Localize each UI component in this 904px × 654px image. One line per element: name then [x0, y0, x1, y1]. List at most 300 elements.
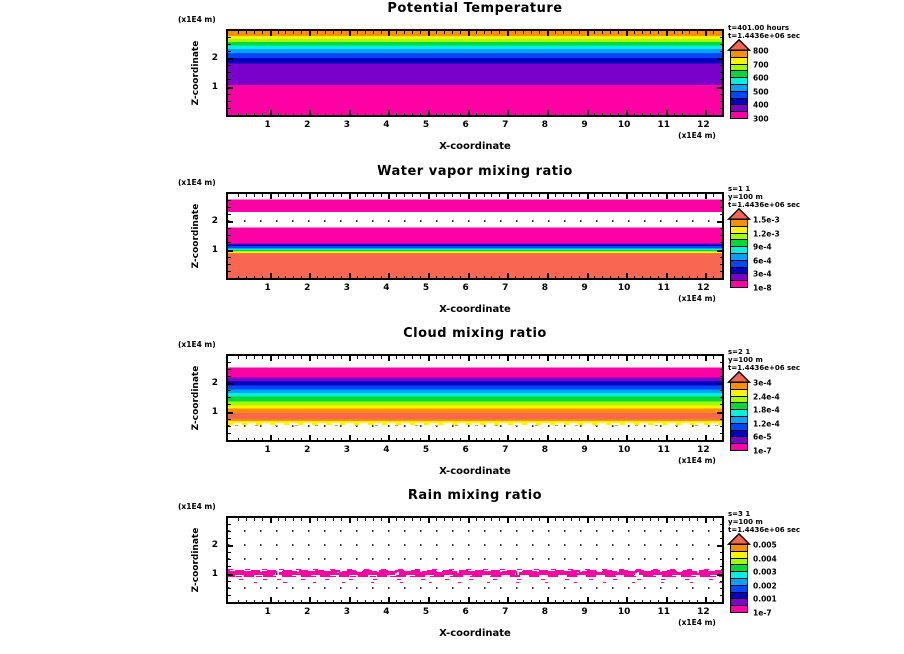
legend-tick-label: 400 [753, 100, 769, 110]
x-tick [388, 597, 390, 602]
x-tick [602, 31, 603, 34]
z-tick [228, 433, 231, 434]
x-tick [610, 600, 611, 603]
x-tick-label: 2 [304, 445, 311, 455]
x-tick [499, 194, 500, 197]
x-tick [539, 518, 540, 521]
x-tick [444, 600, 445, 603]
x-tick [523, 600, 524, 603]
x-tick [349, 110, 351, 115]
x-tick [317, 276, 318, 279]
x-tick [444, 113, 445, 116]
x-tick [238, 438, 239, 441]
x-tick [270, 194, 272, 199]
x-tick [587, 597, 589, 602]
x-tick [420, 438, 421, 441]
x-tick [317, 194, 318, 197]
x-tick [689, 518, 690, 521]
x-tick [412, 518, 413, 521]
x-tick [499, 518, 500, 521]
x-tick [309, 435, 311, 440]
x-tick [270, 597, 272, 602]
z-tick [228, 44, 231, 45]
x-tick [571, 31, 572, 34]
x-tick [618, 356, 619, 359]
x-tick [547, 597, 549, 602]
x-tick [547, 273, 549, 278]
z-tick [228, 369, 231, 370]
x-tick [428, 110, 430, 115]
x-tick [484, 31, 485, 34]
z-tick [720, 538, 723, 539]
z-tick [228, 397, 231, 398]
x-tick [476, 194, 477, 197]
z-tick [720, 65, 723, 66]
z-tick-label: 1 [211, 406, 218, 417]
x-tick [713, 518, 714, 521]
x-tick-label: 12 [697, 283, 710, 293]
z-tick-label: 1 [211, 81, 218, 92]
x-tick [650, 31, 651, 34]
z-tick [720, 257, 723, 258]
x-tick [309, 356, 311, 361]
x-tick [579, 276, 580, 279]
x-tick [301, 276, 302, 279]
x-tick [523, 194, 524, 197]
x-tick-label: 5 [422, 283, 430, 293]
z-tick [720, 228, 723, 229]
x-tick [436, 276, 437, 279]
x-tick [666, 194, 668, 199]
legend-header-line: t=1.4436e+06 sec [728, 526, 801, 534]
x-tick-label: 4 [383, 445, 390, 455]
x-tick [388, 110, 390, 115]
x-tick [293, 438, 294, 441]
x-tick [373, 438, 374, 441]
z-tick [717, 250, 722, 252]
x-tick [325, 356, 326, 359]
x-tick [705, 31, 707, 36]
plot-area-potential-temperature [226, 29, 724, 117]
x-tick [650, 356, 651, 359]
x-tick [642, 438, 643, 441]
legend-tick-label: 1.5e-3 [753, 215, 780, 225]
z-tick [228, 566, 231, 567]
z-tick [720, 108, 723, 109]
x-tick [618, 438, 619, 441]
x-tick-label: 8 [541, 120, 549, 130]
x-tick [428, 31, 430, 36]
x-tick [270, 110, 272, 115]
panel-title: Rain mixing ratio [407, 488, 543, 503]
x-tick [309, 518, 311, 523]
x-tick [285, 113, 286, 116]
x-tick [563, 113, 564, 116]
x-tick [468, 194, 470, 199]
x-tick [642, 194, 643, 197]
x-tick [563, 31, 564, 34]
x-tick [705, 194, 707, 199]
x-tick [642, 518, 643, 521]
x-tick [452, 356, 453, 359]
x-tick [689, 276, 690, 279]
x-tick [404, 600, 405, 603]
x-tick [476, 438, 477, 441]
x-tick [682, 356, 683, 359]
x-tick [365, 194, 366, 197]
x-tick [341, 600, 342, 603]
x-tick-label: 10 [617, 120, 631, 130]
x-tick [713, 113, 714, 116]
x-tick [571, 600, 572, 603]
colorbar-swatch [730, 280, 748, 288]
x-tick [254, 518, 255, 521]
x-tick [484, 518, 485, 521]
x-tick [325, 31, 326, 34]
z-tick [720, 200, 723, 201]
x-tick [452, 31, 453, 34]
z-tick [228, 362, 231, 363]
x-tick [373, 600, 374, 603]
x-tick [428, 273, 430, 278]
legend-tick-label: 300 [753, 114, 769, 124]
x-tick [587, 518, 589, 523]
x-tick [293, 356, 294, 359]
legend-header-line: s=3 1 [728, 510, 751, 518]
x-axis-title: X-coordinate [439, 466, 511, 477]
legend-tick-label: 600 [753, 73, 769, 83]
x-tick [697, 518, 698, 521]
x-tick [594, 113, 595, 116]
x-tick [491, 113, 492, 116]
x-tick [381, 518, 382, 521]
legend-header-line: t=401.00 hours [728, 24, 790, 32]
x-tick [476, 518, 477, 521]
z-tick [228, 235, 231, 236]
x-tick [246, 113, 247, 116]
x-axis-title: X-coordinate [439, 628, 511, 639]
x-tick [484, 113, 485, 116]
x-tick [689, 31, 690, 34]
x-tick [539, 438, 540, 441]
x-tick [705, 110, 707, 115]
x-tick [452, 600, 453, 603]
legend-tick-label: 0.004 [753, 554, 777, 564]
x-tick [246, 518, 247, 521]
z-tick [228, 221, 233, 223]
x-tick [468, 356, 470, 361]
z-axis-unit: (x1E4 m) [178, 340, 216, 349]
x-tick [301, 600, 302, 603]
x-tick [587, 435, 589, 440]
x-tick [642, 356, 643, 359]
x-tick [507, 31, 509, 36]
x-tick [246, 194, 247, 197]
x-tick [262, 194, 263, 197]
legend-header-line: s=1 1 [728, 185, 751, 193]
x-tick [278, 438, 279, 441]
x-tick [246, 31, 247, 34]
z-tick [717, 574, 722, 576]
x-tick [626, 518, 628, 523]
x-tick [523, 113, 524, 116]
x-tick [587, 273, 589, 278]
x-tick [658, 356, 659, 359]
x-tick [499, 31, 500, 34]
z-tick [228, 595, 231, 596]
z-tick [228, 412, 233, 414]
legend-header-line: y=100 m [728, 518, 763, 526]
x-tick [610, 356, 611, 359]
x-tick [650, 438, 651, 441]
x-tick [293, 518, 294, 521]
x-tick [705, 356, 707, 361]
x-tick-label: 2 [304, 120, 311, 130]
x-tick [658, 276, 659, 279]
x-tick-label: 1 [264, 283, 271, 293]
z-tick [720, 566, 723, 567]
z-tick [228, 404, 231, 405]
x-tick [325, 518, 326, 521]
x-tick [642, 113, 643, 116]
x-axis-unit: (x1E4 m) [678, 131, 716, 140]
x-tick [547, 518, 549, 523]
z-tick [720, 264, 723, 265]
z-tick [720, 207, 723, 208]
x-tick [270, 518, 272, 523]
x-tick [452, 518, 453, 521]
legend-tick-label: 1e-7 [753, 608, 772, 618]
x-tick [381, 276, 382, 279]
x-tick [388, 435, 390, 440]
x-tick [396, 276, 397, 279]
legend-tick-label: 3e-4 [753, 378, 772, 388]
x-tick [634, 194, 635, 197]
x-tick [634, 518, 635, 521]
x-tick [642, 31, 643, 34]
z-tick [720, 404, 723, 405]
x-tick [349, 194, 351, 199]
legend-tick-label: 500 [753, 87, 769, 97]
x-tick [262, 600, 263, 603]
x-tick [262, 276, 263, 279]
x-tick [309, 31, 311, 36]
legend-header-line: y=100 m [728, 356, 763, 364]
z-tick-label: 2 [211, 378, 218, 389]
x-tick [285, 31, 286, 34]
x-tick [689, 356, 690, 359]
x-tick-label: 10 [617, 607, 631, 617]
x-tick [262, 31, 263, 34]
x-tick [388, 194, 390, 199]
x-tick [634, 600, 635, 603]
x-tick [357, 438, 358, 441]
x-tick [594, 600, 595, 603]
x-tick [579, 113, 580, 116]
x-tick-label: 3 [343, 445, 350, 455]
legend-tick-label: 0.003 [753, 567, 777, 577]
x-tick [404, 356, 405, 359]
x-tick [571, 113, 572, 116]
x-tick [650, 113, 651, 116]
x-tick [531, 31, 532, 34]
x-tick [262, 518, 263, 521]
x-tick [610, 194, 611, 197]
x-tick [460, 600, 461, 603]
z-axis-unit: (x1E4 m) [178, 178, 216, 187]
x-tick [594, 518, 595, 521]
z-tick-label: 2 [211, 216, 218, 227]
x-tick [697, 31, 698, 34]
x-tick [270, 356, 272, 361]
x-tick [436, 356, 437, 359]
x-tick [412, 356, 413, 359]
x-tick [658, 518, 659, 521]
x-tick [381, 438, 382, 441]
x-tick [555, 113, 556, 116]
z-tick [720, 242, 723, 243]
x-axis-title: X-coordinate [439, 304, 511, 315]
x-tick [238, 276, 239, 279]
x-tick [285, 600, 286, 603]
z-tick [720, 362, 723, 363]
x-tick [460, 518, 461, 521]
x-tick [579, 438, 580, 441]
z-tick [228, 524, 231, 525]
x-tick [484, 356, 485, 359]
x-tick [626, 31, 628, 36]
x-tick [238, 194, 239, 197]
x-tick [515, 356, 516, 359]
z-tick [720, 214, 723, 215]
x-tick [436, 31, 437, 34]
z-tick [228, 574, 233, 576]
x-tick [531, 113, 532, 116]
x-tick [293, 600, 294, 603]
x-tick [682, 438, 683, 441]
x-tick [238, 113, 239, 116]
x-tick [428, 356, 430, 361]
x-tick [515, 113, 516, 116]
x-tick [689, 438, 690, 441]
x-tick [594, 438, 595, 441]
x-tick [682, 600, 683, 603]
axis-ticks [228, 31, 722, 115]
z-tick [228, 101, 231, 102]
plot-area-rain-mixing-ratio [226, 516, 724, 604]
x-tick [357, 31, 358, 34]
x-tick [285, 194, 286, 197]
x-tick [618, 518, 619, 521]
x-tick [246, 276, 247, 279]
z-tick [228, 228, 231, 229]
x-tick [602, 356, 603, 359]
x-tick [705, 273, 707, 278]
z-tick [228, 37, 231, 38]
z-tick [720, 235, 723, 236]
x-tick [602, 113, 603, 116]
x-tick [388, 356, 390, 361]
z-tick [720, 433, 723, 434]
x-tick [507, 356, 509, 361]
colorbar-swatch [730, 111, 748, 119]
x-tick [697, 356, 698, 359]
z-tick [228, 242, 231, 243]
x-tick [333, 194, 334, 197]
x-tick [254, 194, 255, 197]
x-tick [333, 276, 334, 279]
z-tick [228, 79, 231, 80]
x-tick [460, 31, 461, 34]
z-tick [717, 545, 722, 547]
x-tick [396, 113, 397, 116]
x-tick [365, 600, 366, 603]
z-axis-title: Z-coordinate [191, 527, 201, 593]
x-tick [349, 435, 351, 440]
x-tick [341, 356, 342, 359]
x-tick [317, 31, 318, 34]
x-tick-label: 12 [697, 445, 710, 455]
x-tick [325, 438, 326, 441]
z-tick [720, 37, 723, 38]
x-tick [531, 194, 532, 197]
axis-ticks [228, 194, 722, 278]
x-tick [571, 518, 572, 521]
z-tick [720, 390, 723, 391]
x-tick [444, 356, 445, 359]
x-tick [412, 113, 413, 116]
x-tick [523, 276, 524, 279]
x-tick-label: 3 [343, 120, 350, 130]
x-tick [539, 600, 540, 603]
x-tick [531, 518, 532, 521]
x-tick [238, 518, 239, 521]
x-tick [507, 273, 509, 278]
x-tick [349, 273, 351, 278]
z-tick [228, 257, 231, 258]
x-tick [682, 113, 683, 116]
z-tick [228, 207, 231, 208]
x-tick [484, 438, 485, 441]
z-tick [720, 271, 723, 272]
x-tick [420, 113, 421, 116]
x-tick-label: 4 [383, 283, 390, 293]
x-tick [428, 194, 430, 199]
x-tick [333, 113, 334, 116]
legend-tick-label: 0.001 [753, 594, 777, 604]
x-tick [452, 276, 453, 279]
x-tick [666, 356, 668, 361]
z-tick-label: 1 [211, 244, 218, 255]
z-tick [720, 419, 723, 420]
x-tick [396, 194, 397, 197]
x-tick [555, 438, 556, 441]
x-axis-unit: (x1E4 m) [678, 456, 716, 465]
x-tick [254, 31, 255, 34]
x-tick [341, 518, 342, 521]
x-tick [650, 276, 651, 279]
x-tick-label: 10 [617, 445, 631, 455]
x-tick-label: 2 [304, 607, 311, 617]
x-tick [531, 600, 532, 603]
panel-title: Potential Temperature [387, 1, 563, 16]
x-tick [468, 110, 470, 115]
x-tick-label: 9 [581, 283, 588, 293]
x-tick [674, 31, 675, 34]
x-tick [618, 31, 619, 34]
x-tick [254, 356, 255, 359]
x-tick [610, 276, 611, 279]
